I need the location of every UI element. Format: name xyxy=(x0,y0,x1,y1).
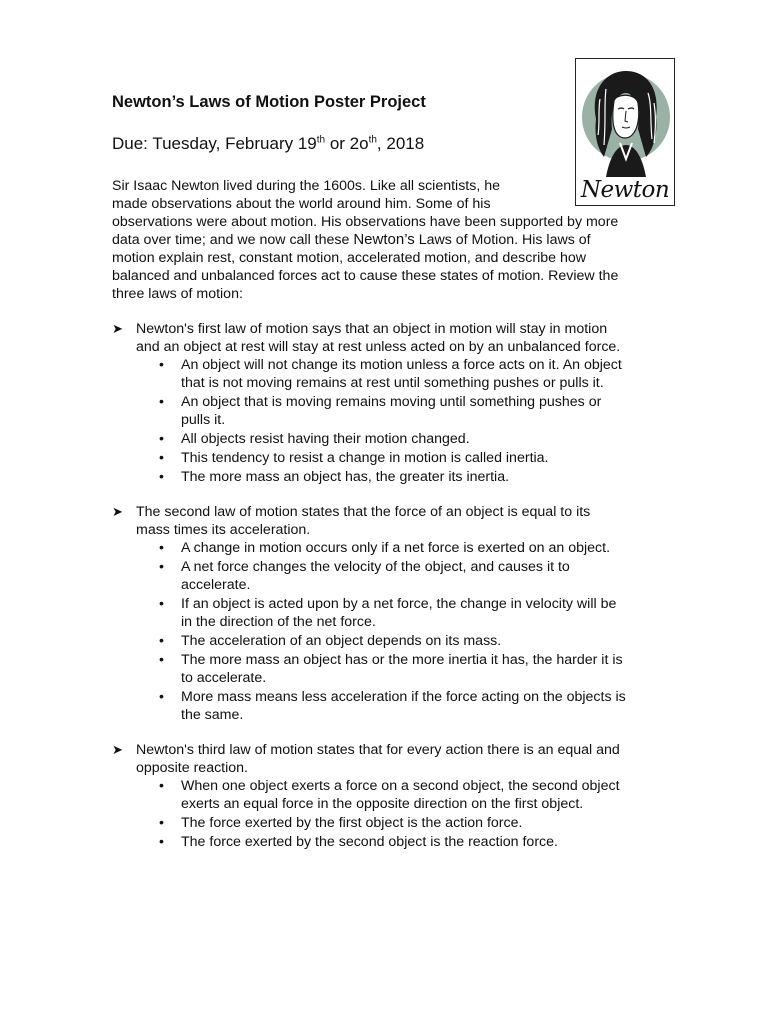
bullet-dot-icon: • xyxy=(159,652,164,668)
bullet-dot-icon: • xyxy=(159,596,164,612)
second-law-section xyxy=(112,503,662,725)
intro-line: balanced and unbalanced forces act to cause these states of motion. Review the xyxy=(112,268,619,284)
list-item: • If an object is acted upon by a net force, the change in velocity will be in the direction of the net force. xyxy=(159,596,617,630)
arrow-bullet-icon: ➤ xyxy=(112,504,123,519)
list-item: • The more mass an object has, the greater its inertia. xyxy=(159,469,510,485)
bullet-dot-icon: • xyxy=(159,633,164,649)
list-item: • The force exerted by the second object is the reaction force. xyxy=(159,834,558,850)
bullet-dot-icon: • xyxy=(159,450,164,466)
intro-line: data over time; and we now call these Newton’s Laws of Motion. His laws of xyxy=(112,231,591,248)
list-item: • The more mass an object has or the more inertia it has, the harder it is to accelerate. xyxy=(159,652,623,686)
first-law-bullets xyxy=(112,356,662,486)
list-item: • A net force changes the velocity of the object, and causes it to accelerate. xyxy=(159,559,570,593)
list-item: • The force exerted by the first object is the action force. xyxy=(159,815,523,831)
first-law-statement: ➤ Newton's first law of motion says that an object in motion will stay in motion and an object at rest will stay at rest unless acted on by an unbalanced force. xyxy=(112,321,621,355)
intro-line: observations were about motion. His observations have been supported by more xyxy=(112,214,619,230)
page-title: Newton’s Laws of Motion Poster Project xyxy=(112,93,426,111)
due-date: Due: Tuesday, February 19th or $2o^{th}$, 2018 xyxy=(112,134,425,153)
second-law-bullets xyxy=(112,539,662,724)
intro-line: Sir Isaac Newton lived during the 1600s. Like all scientists, he xyxy=(112,178,500,194)
list-item: • An object will not change its motion unless a force acts on it. An object that is not moving remains at rest until something pushes or pulls it. xyxy=(159,357,622,391)
newton-logo-text: Newton xyxy=(580,177,670,203)
newton-portrait-icon xyxy=(576,59,674,177)
bullet-dot-icon: • xyxy=(159,778,164,794)
list-item: • A change in motion occurs only if a net force is exerted on an object. xyxy=(159,540,611,556)
bullet-dot-icon: • xyxy=(159,540,164,556)
second-law-statement: ➤ The second law of motion states that the force of an object is equal to its mass times its acceleration. xyxy=(112,504,591,538)
intro-line: motion explain rest, constant motion, accelerated motion, and describe how xyxy=(112,250,586,266)
newtons-word: Newton’s xyxy=(353,231,415,248)
bullet-dot-icon: • xyxy=(159,815,164,831)
bullet-dot-icon: • xyxy=(159,834,164,850)
first-law-section xyxy=(112,320,662,487)
list-item: • The acceleration of an object depends on its mass. xyxy=(159,633,502,649)
list-item: • More mass means less acceleration if the force acting on the objects is the same. xyxy=(159,689,626,723)
bullet-dot-icon: • xyxy=(159,689,164,705)
third-law-section xyxy=(112,741,662,852)
list-item: • An object that is moving remains moving until something pushes or pulls it. xyxy=(159,394,602,428)
third-law-statement: ➤ Newton's third law of motion states that for every action there is an equal and opposite reaction. xyxy=(112,742,620,776)
arrow-bullet-icon: ➤ xyxy=(112,321,123,336)
bullet-dot-icon: • xyxy=(159,469,164,485)
list-item: • All objects resist having their motion changed. xyxy=(159,431,470,447)
intro-line: three laws of motion: xyxy=(112,286,243,302)
bullet-dot-icon: • xyxy=(159,559,164,575)
intro-line: made observations about the world around him. Some of his xyxy=(112,196,491,212)
intro-paragraph xyxy=(112,177,657,303)
bullet-dot-icon: • xyxy=(159,394,164,410)
bullet-dot-icon: • xyxy=(159,357,164,373)
bullet-dot-icon: • xyxy=(159,431,164,447)
list-item: • This tendency to resist a change in motion is called inertia. xyxy=(159,450,549,466)
third-law-bullets xyxy=(112,777,662,851)
list-item: • When one object exerts a force on a second object, the second object exerts an equal force in the opposite direction on the first object. xyxy=(159,778,620,812)
arrow-bullet-icon: ➤ xyxy=(112,742,123,757)
